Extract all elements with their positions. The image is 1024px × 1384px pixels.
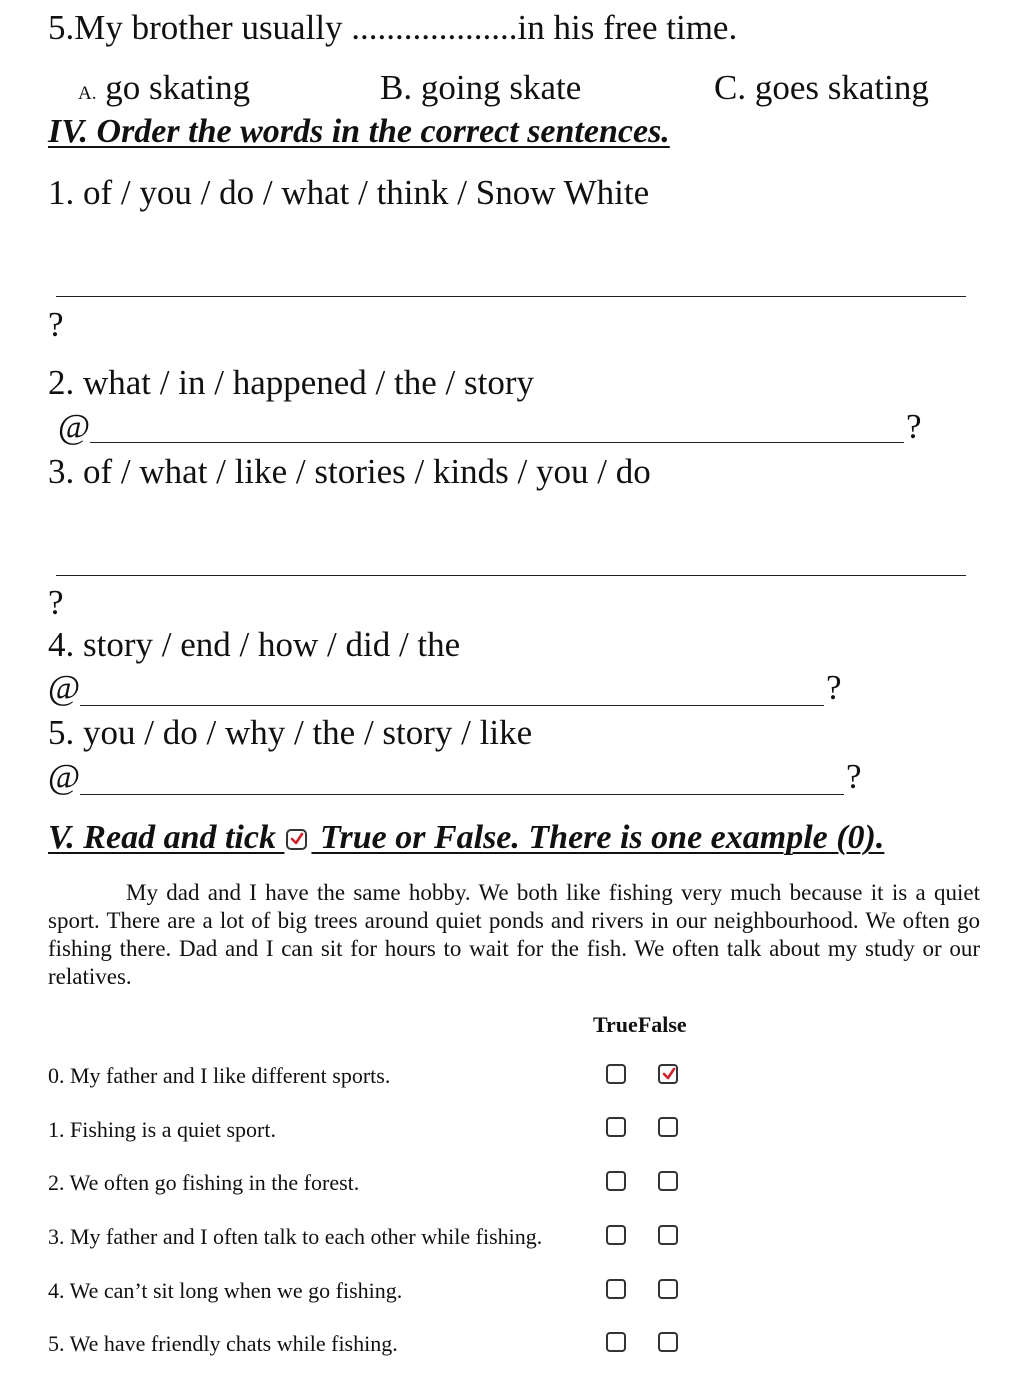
option-a-letter: A. — [78, 83, 97, 104]
section-5-title — [48, 818, 884, 858]
order-item-4-prompt: 4. story / end / how / did / the — [48, 625, 461, 664]
false-checkbox-1[interactable] — [658, 1117, 678, 1137]
true-checkbox-1[interactable] — [606, 1117, 626, 1137]
answer-3-end: ? — [48, 583, 64, 622]
false-checkbox-3[interactable] — [658, 1225, 678, 1245]
true-checkbox-4[interactable] — [606, 1279, 626, 1299]
true-header: True — [593, 1012, 638, 1037]
answer-line-3[interactable] — [56, 575, 966, 576]
question-5-stem: 5.My brother usually ...................in his free time. — [48, 8, 738, 47]
option-c[interactable]: C. goes skating — [714, 68, 929, 107]
false-header: False — [637, 1012, 687, 1037]
answer-1-end: ? — [48, 305, 64, 344]
answer-5-start: @ — [48, 757, 81, 796]
true-false-header — [593, 1012, 687, 1038]
true-checkbox-0[interactable] — [606, 1064, 626, 1084]
option-a-text: go skating — [105, 68, 251, 107]
checkmark-icon — [661, 1066, 677, 1082]
order-item-3-prompt: 3. of / what / like / stories / kinds / you / do — [48, 452, 651, 491]
statement-0: 0. My father and I like different sports. — [48, 1063, 391, 1088]
statement-5: 5. We have friendly chats while fishing. — [48, 1331, 398, 1356]
section-5-title-part2: True or False. There is one example (0). — [319, 819, 885, 856]
section-4-title: IV. Order the words in the correct sentences. — [48, 113, 670, 150]
option-b[interactable]: B. going skate — [380, 68, 582, 107]
order-item-2-prompt: 2. what / in / happened / the / story — [48, 363, 535, 402]
false-checkbox-0[interactable] — [658, 1064, 678, 1084]
true-checkbox-2[interactable] — [606, 1171, 626, 1191]
answer-5-end: ? — [846, 757, 862, 796]
answer-line-5[interactable] — [80, 794, 844, 795]
option-a[interactable] — [78, 68, 250, 114]
statement-2: 2. We often go fishing in the forest. — [48, 1170, 360, 1195]
true-checkbox-3[interactable] — [606, 1225, 626, 1245]
tick-box-icon — [286, 829, 307, 850]
answer-line-4[interactable] — [80, 705, 824, 706]
order-item-1-prompt: 1. of / you / do / what / think / Snow White — [48, 173, 650, 212]
answer-2-start: @ — [58, 407, 91, 446]
false-checkbox-5[interactable] — [658, 1332, 678, 1352]
false-checkbox-2[interactable] — [658, 1171, 678, 1191]
true-checkbox-5[interactable] — [606, 1332, 626, 1352]
answer-4-start: @ — [48, 668, 81, 707]
answer-line-1[interactable] — [56, 296, 966, 297]
false-checkbox-4[interactable] — [658, 1279, 678, 1299]
statement-4: 4. We can’t sit long when we go fishing. — [48, 1278, 403, 1303]
statement-3: 3. My father and I often talk to each other while fishing. — [48, 1224, 543, 1249]
reading-paragraph: My dad and I have the same hobby. We both like fishing very much because it is a quiet sport. There are a lot of big trees around quiet ponds and rivers in our neighbourhood. We often go fishing there. Dad and I can sit for hours to wait for the fish. We often talk about my study or our relatives. — [48, 880, 980, 989]
answer-line-2[interactable] — [90, 442, 904, 443]
answer-2-end: ? — [906, 407, 922, 446]
section-5-title-part1: V. Read and tick — [48, 819, 276, 856]
order-item-5-prompt: 5. you / do / why / the / story / like — [48, 713, 533, 752]
statement-1: 1. Fishing is a quiet sport. — [48, 1117, 276, 1142]
answer-4-end: ? — [826, 668, 842, 707]
